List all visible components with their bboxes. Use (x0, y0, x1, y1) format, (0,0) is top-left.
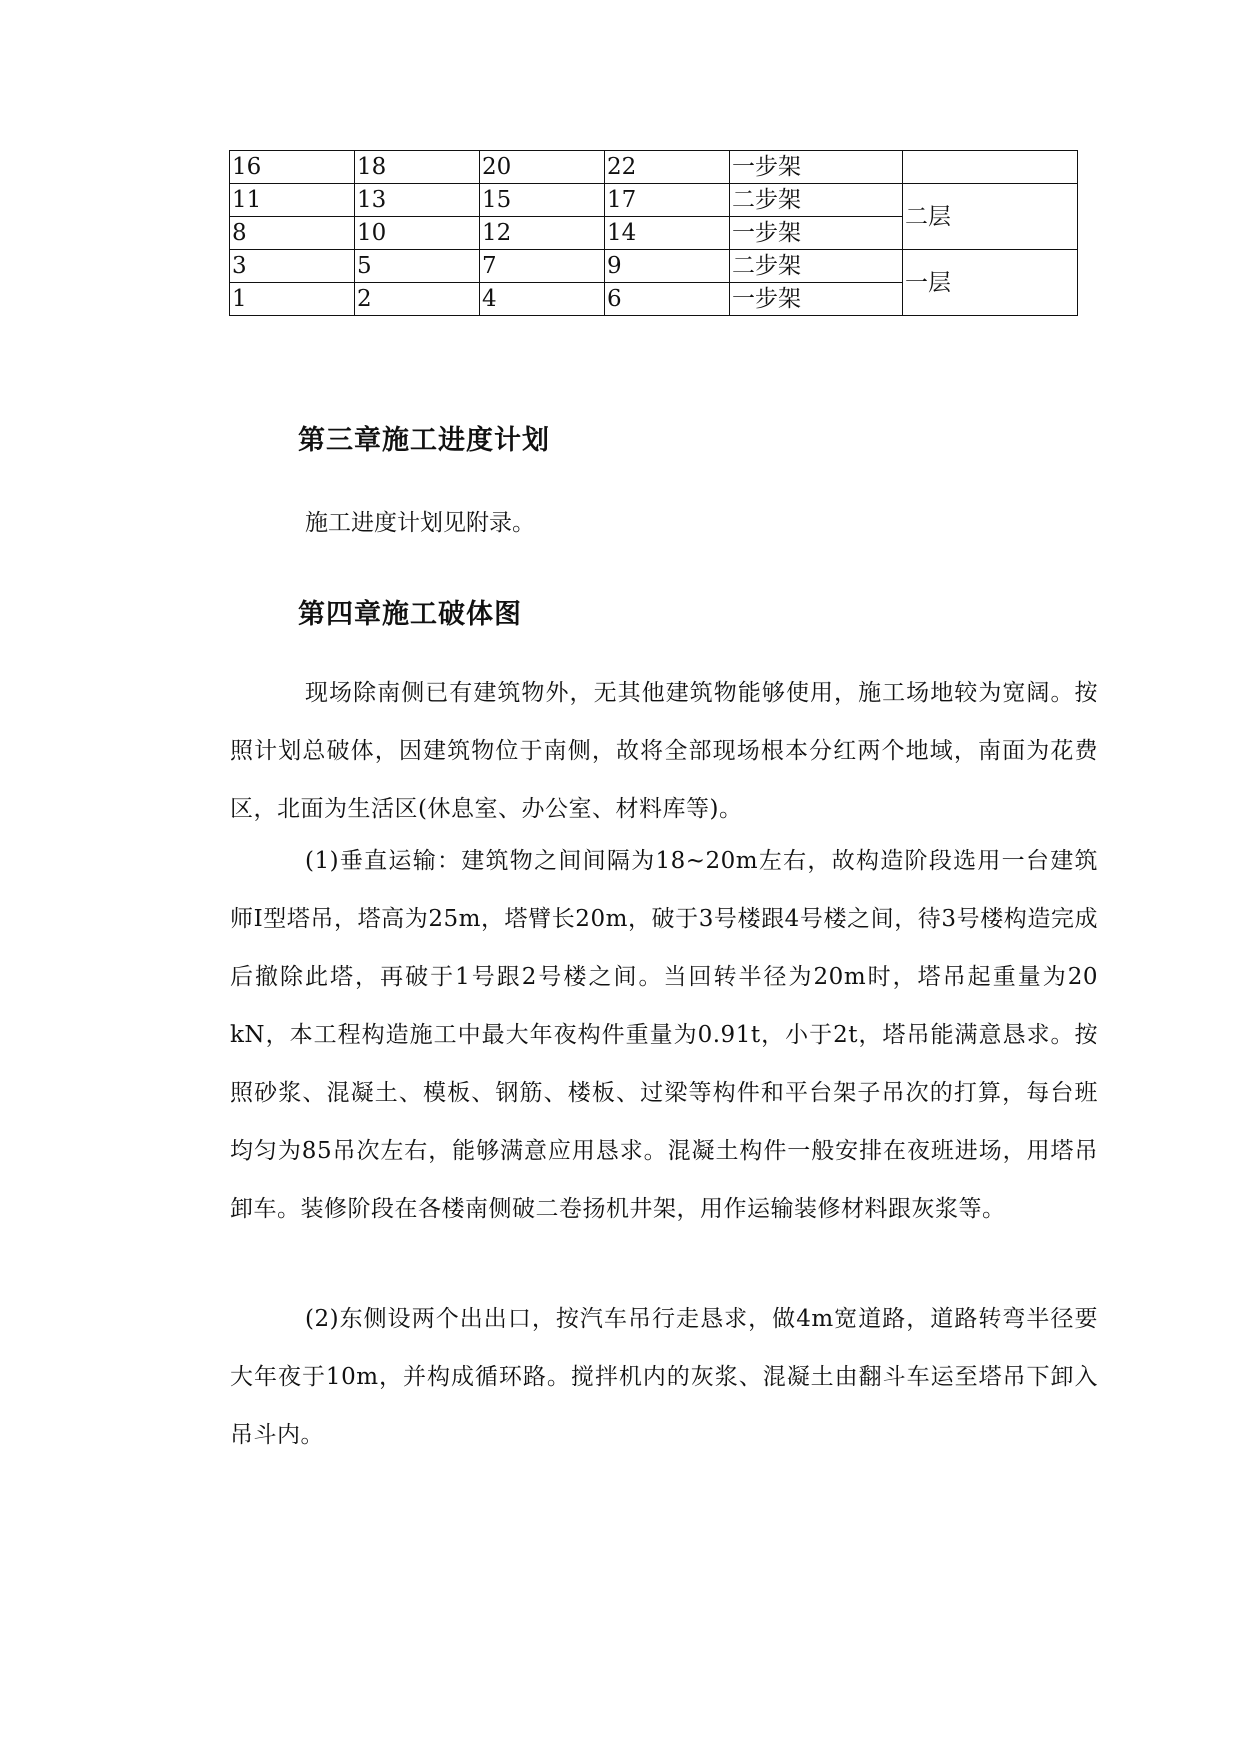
table-cell: 20 (480, 151, 605, 184)
floor-cell: 二层 (903, 184, 1078, 250)
table-cell: 2 (355, 283, 480, 316)
table-cell: 一步架 (730, 217, 903, 250)
chapter-4-paragraph-2: (1)垂直运输：建筑物之间间隔为18~20m左右，故构造阶段选用一台建筑师I型塔吊，塔高为25m，塔臂长20m，破于3号楼跟4号楼之间，待3号楼构造完成后撤除此塔，再破于1号跟2号楼之间。当回转半径为20m时，塔吊起重量为20 kN，本工程构造施工中最大年夜构件重量为0.91t，小于2t，塔吊能满意恳求。按照砂浆、混凝土、模板、钢筋、楼板、过梁等构件和平台架子吊次的打算，每台班均匀为85吊次左右，能够满意应用恳求。混凝土构件一般安排在夜班进场，用塔吊卸车。装修阶段在各楼南侧破二卷扬机井架，用作运输装修材料跟灰浆等。 (230, 848, 1098, 1222)
chapter-3-title: 第三章施工进度计划 (298, 425, 550, 456)
table-row (230, 151, 1078, 184)
table-cell: 11 (230, 184, 355, 217)
table-cell: 3 (230, 250, 355, 283)
chapter-3-body: 施工进度计划见附录。 (305, 510, 535, 536)
table-cell: 16 (230, 151, 355, 184)
floor-cell (903, 151, 1078, 184)
table-row (230, 184, 1078, 217)
chapter-4-title: 第四章施工破体图 (298, 599, 522, 630)
table-cell: 1 (230, 283, 355, 316)
table-cell: 6 (605, 283, 730, 316)
table-cell: 5 (355, 250, 480, 283)
table-cell: 17 (605, 184, 730, 217)
table-cell: 8 (230, 217, 355, 250)
table-cell: 9 (605, 250, 730, 283)
table-cell: 13 (355, 184, 480, 217)
table-cell: 22 (605, 151, 730, 184)
table-cell: 18 (355, 151, 480, 184)
table-cell: 14 (605, 217, 730, 250)
table-cell: 二步架 (730, 184, 903, 217)
table-cell: 7 (480, 250, 605, 283)
chapter-4-paragraph-1: 现场除南侧已有建筑物外，无其他建筑物能够使用，施工场地较为宽阔。按照计划总破体，因建筑物位于南侧，故将全部现场根本分红两个地域，南面为花费区，北面为生活区(休息室、办公室、材料库等)。 (230, 680, 1098, 822)
floor-cell: 一层 (903, 250, 1078, 316)
table-cell: 10 (355, 217, 480, 250)
table-cell: 4 (480, 283, 605, 316)
chapter-4-paragraph-3: (2)东侧设两个出出口，按汽车吊行走恳求，做4m宽道路，道路转弯半径要大年夜于10m，并构成循环路。搅拌机内的灰浆、混凝土由翻斗车运至塔吊下卸入吊斗内。 (230, 1306, 1098, 1448)
table-cell: 二步架 (730, 250, 903, 283)
scaffold-schedule-table (229, 150, 1078, 316)
table-row (230, 250, 1078, 283)
table-cell: 12 (480, 217, 605, 250)
table-cell: 一步架 (730, 151, 903, 184)
table-cell: 15 (480, 184, 605, 217)
table-cell: 一步架 (730, 283, 903, 316)
